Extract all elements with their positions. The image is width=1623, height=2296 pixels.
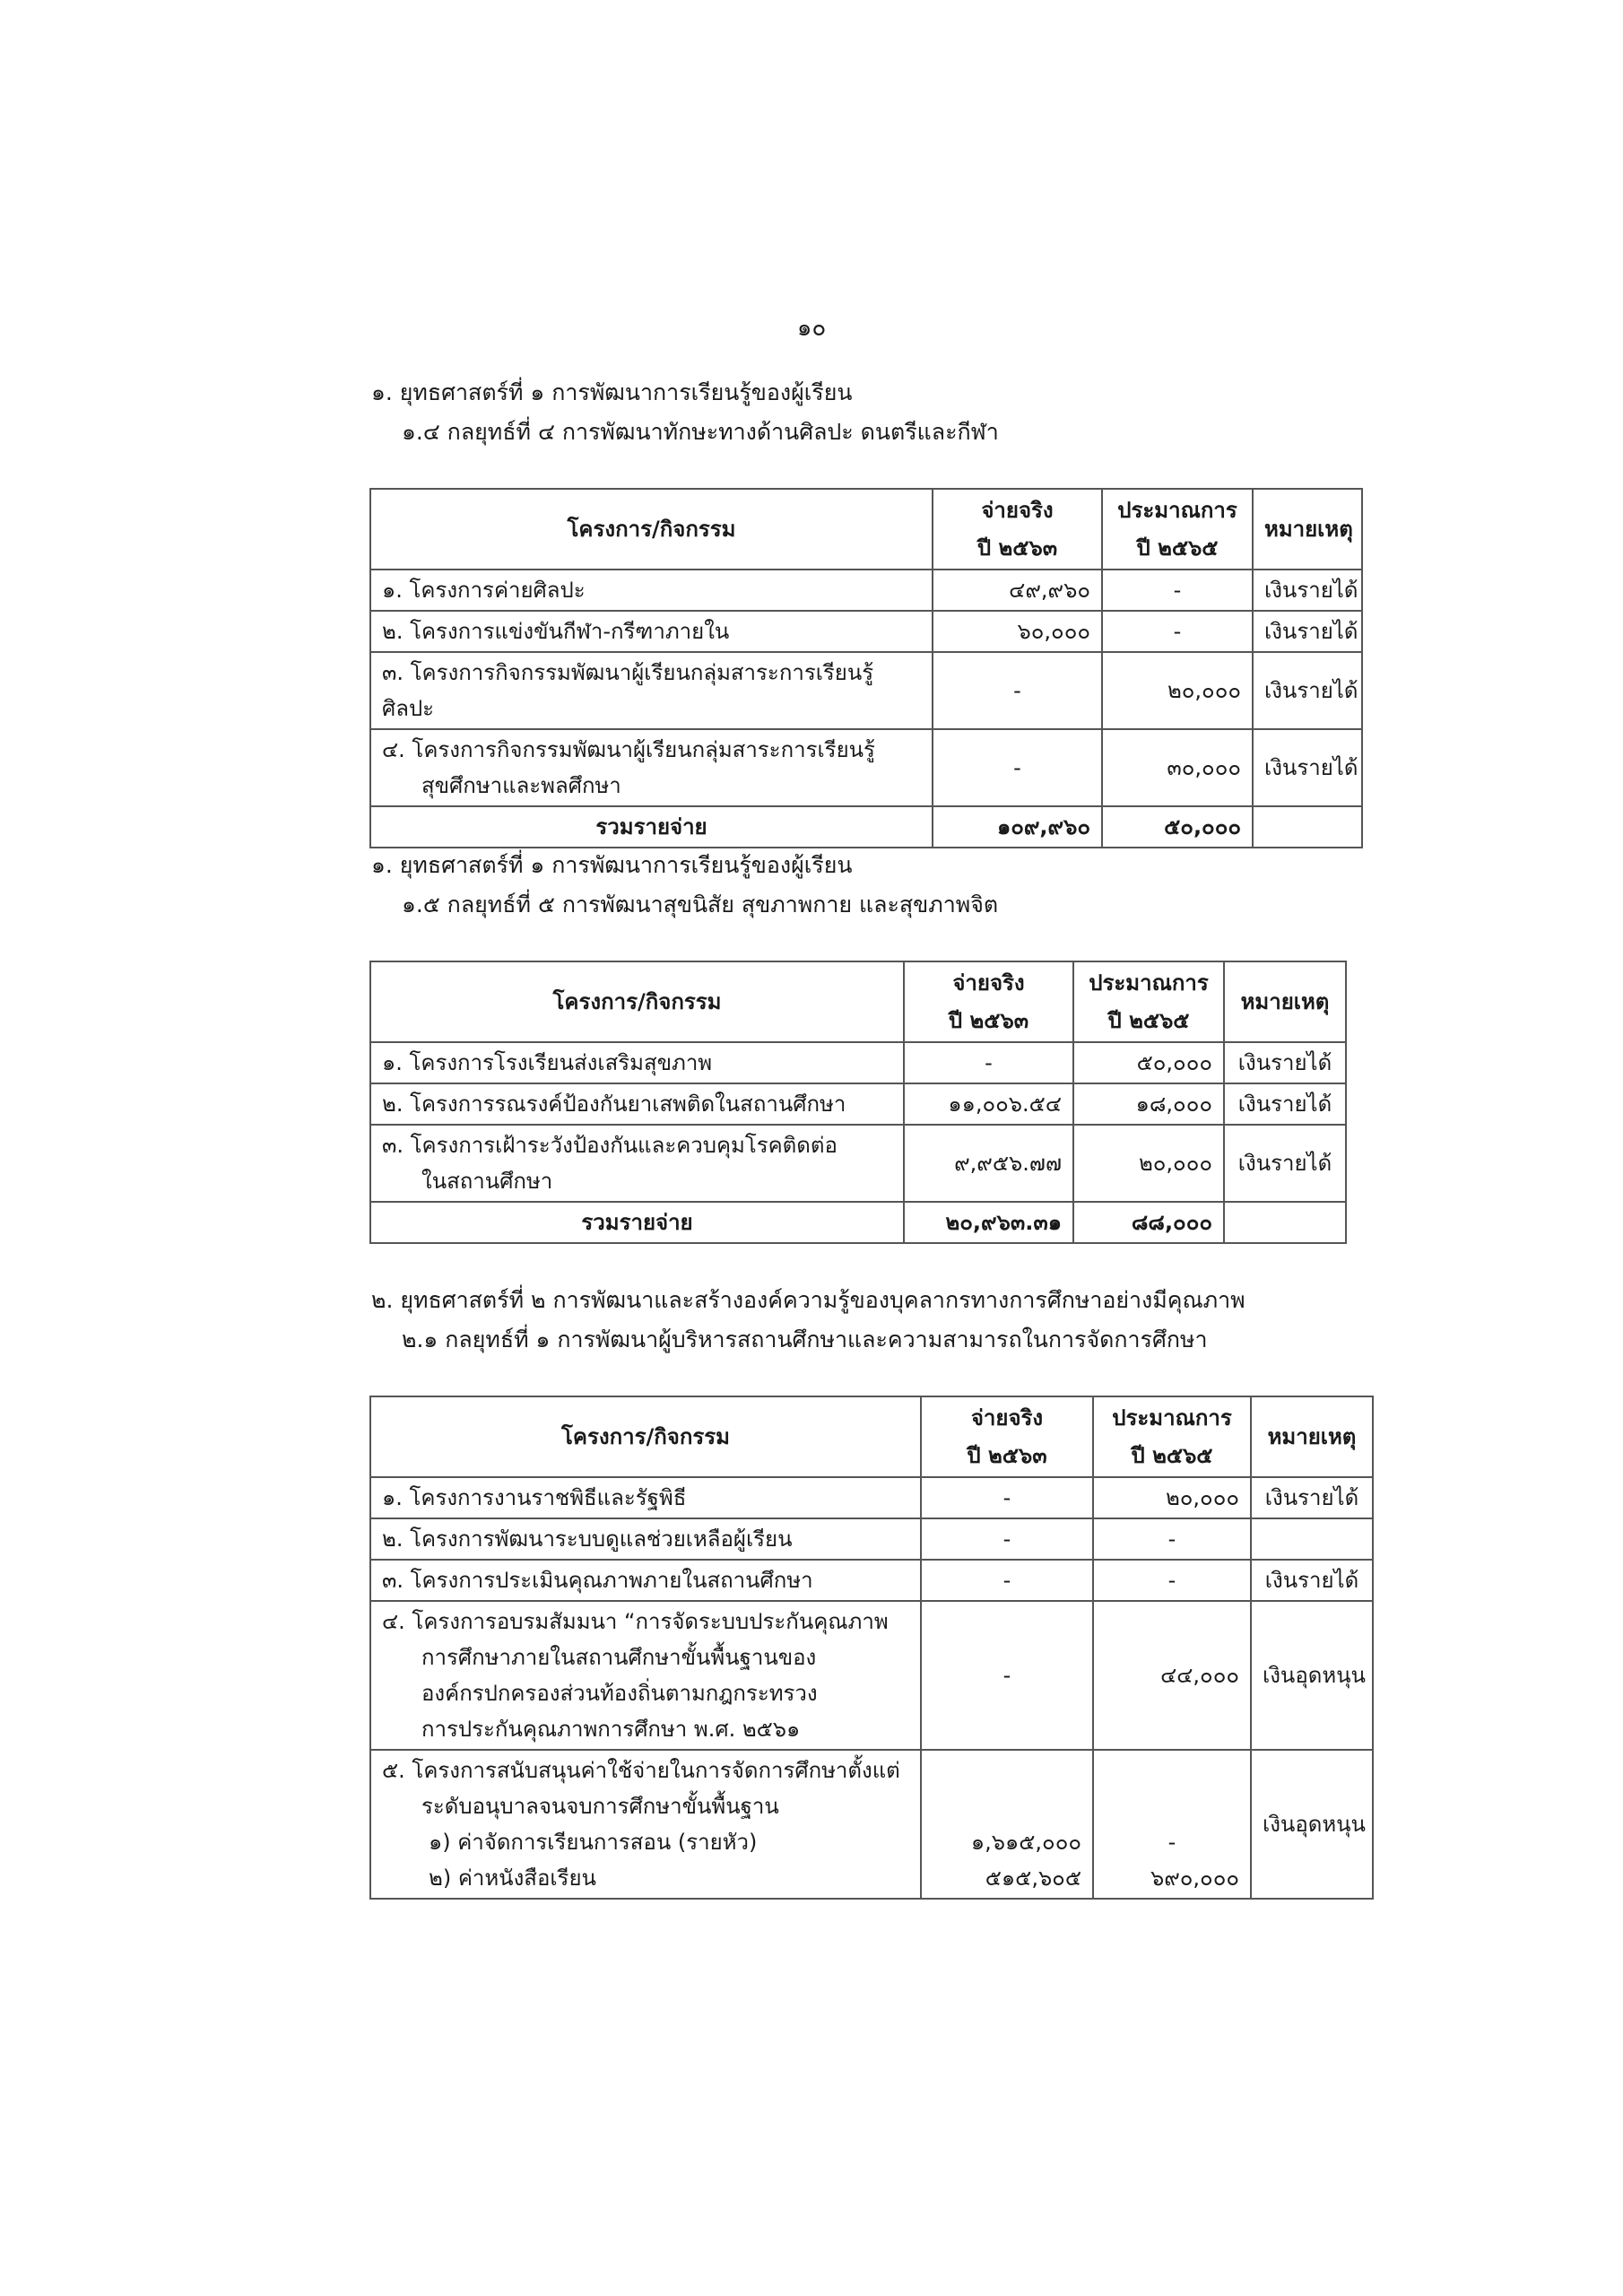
actual-amount: -	[921, 1560, 1093, 1601]
col-actual-header	[933, 489, 1102, 570]
col-actual-year: ปี ๒๕๖๓	[948, 1008, 1029, 1033]
estimate-amount: ๔๔,๐๐๐	[1093, 1601, 1251, 1750]
actual-amount: ๙,๙๕๖.๗๗	[904, 1125, 1073, 1202]
table-row	[370, 1125, 1346, 1202]
total-note	[1253, 806, 1362, 848]
project-name-continued: องค์กรปกครองส่วนท้องถิ่นตามกฎกระทรวง	[421, 1681, 818, 1706]
col-estimate-label: ประมาณการ	[1089, 970, 1209, 996]
section-strategy-1-4	[369, 373, 1374, 848]
col-estimate-year: ปี ๒๕๖๕	[1131, 1443, 1213, 1468]
project-name-continued: สุขศึกษาและพลศึกษา	[421, 773, 621, 798]
estimate-amount: ๒๐,๐๐๐	[1073, 1125, 1224, 1202]
estimate-amount: ๒๐,๐๐๐	[1093, 1477, 1251, 1518]
project-name: ๑. โครงการงานราชพิธีและรัฐพิธี	[370, 1477, 921, 1518]
budget-table	[369, 961, 1347, 1244]
tactic-heading: ๒.๑ กลยุทธ์ที่ ๑ การพัฒนาผู้บริหารสถานศึกษาและความสามารถในการจัดการศึกษา	[402, 1326, 1208, 1352]
total-estimate: ๘๘,๐๐๐	[1073, 1202, 1224, 1243]
col-actual-label: จ่ายจริง	[981, 498, 1054, 523]
actual-amount: -	[904, 1042, 1073, 1083]
project-name-continued: ระดับอนุบาลจนจบการศึกษาขั้นพื้นฐาน	[421, 1794, 779, 1819]
table-row	[370, 1750, 1373, 1899]
page-number: ๑๐	[796, 315, 827, 342]
estimate-amount-cell	[1093, 1750, 1251, 1899]
actual-amount: ๖๐,๐๐๐	[933, 611, 1102, 652]
estimate-amount: -	[1102, 570, 1253, 611]
actual-amount-tuition: ๑,๖๑๕,๐๐๐	[970, 1830, 1081, 1855]
col-note-header: หมายเหตุ	[1251, 1396, 1373, 1477]
estimate-amount: ๓๐,๐๐๐	[1102, 729, 1253, 806]
estimate-amount: ๕๐,๐๐๐	[1073, 1042, 1224, 1083]
actual-amount: -	[933, 652, 1102, 729]
tactic-heading: ๑.๔ กลยุทธ์ที่ ๔ การพัฒนาทักษะทางด้านศิลปะ ดนตรีและกีฬา	[402, 419, 999, 445]
table-header-row	[370, 1396, 1373, 1477]
total-label: รวมรายจ่าย	[370, 1202, 904, 1243]
total-actual: ๒๐,๙๖๓.๓๑	[904, 1202, 1073, 1243]
funding-note: เงินรายได้	[1253, 570, 1362, 611]
project-name-continued: การศึกษาภายในสถานศึกษาขั้นพื้นฐานของ	[421, 1645, 817, 1670]
tactic-heading: ๑.๕ กลยุทธ์ที่ ๕ การพัฒนาสุขนิสัย สุขภาพกาย และสุขภาพจิต	[402, 891, 999, 918]
funding-note: เงินอุดหนุน	[1251, 1750, 1373, 1899]
project-name-cell	[370, 1125, 904, 1202]
table-row	[370, 1042, 1346, 1083]
table-row	[370, 1560, 1373, 1601]
project-name-cell	[370, 1601, 921, 1750]
table-row	[370, 729, 1362, 806]
project-name: ๓. โครงการกิจกรรมพัฒนาผู้เรียนกลุ่มสาระการเรียนรู้ศิลปะ	[370, 652, 933, 729]
total-label: รวมรายจ่าย	[370, 806, 933, 848]
funding-note: เงินอุดหนุน	[1251, 1601, 1373, 1750]
project-name-cell	[370, 1750, 921, 1899]
table-row	[370, 1477, 1373, 1518]
col-estimate-header	[1073, 961, 1224, 1042]
actual-amount-textbooks: ๕๑๕,๖๐๕	[985, 1866, 1081, 1891]
project-name: ๒. โครงการแข่งขันกีฬา-กรีฑาภายใน	[370, 611, 933, 652]
table-row	[370, 1083, 1346, 1125]
project-name: ๑. โครงการค่ายศิลปะ	[370, 570, 933, 611]
total-actual: ๑๐๙,๙๖๐	[933, 806, 1102, 848]
estimate-amount-tuition: -	[1167, 1830, 1176, 1855]
table-header-row	[370, 489, 1362, 570]
project-name-continued: การประกันคุณภาพการศึกษา พ.ศ. ๒๕๖๑	[421, 1717, 801, 1742]
funding-note: เงินรายได้	[1253, 652, 1362, 729]
estimate-amount: ๑๘,๐๐๐	[1073, 1083, 1224, 1125]
project-name: ๑. โครงการโรงเรียนส่งเสริมสุขภาพ	[370, 1042, 904, 1083]
col-project-header: โครงการ/กิจกรรม	[370, 961, 904, 1042]
funding-note: เงินรายได้	[1224, 1125, 1346, 1202]
estimate-amount: ๒๐,๐๐๐	[1102, 652, 1253, 729]
sub-item-tuition: ๑) ค่าจัดการเรียนการสอน (รายหัว)	[429, 1830, 758, 1855]
estimate-amount: -	[1093, 1518, 1251, 1560]
col-project-header: โครงการ/กิจกรรม	[370, 1396, 921, 1477]
strategy-heading: ๑. ยุทธศาสตร์ที่ ๑ การพัฒนาการเรียนรู้ของผู้เรียน	[371, 852, 853, 878]
actual-amount: -	[921, 1601, 1093, 1750]
project-name: ๔. โครงการกิจกรรมพัฒนาผู้เรียนกลุ่มสาระการเรียนรู้	[382, 737, 875, 762]
project-name-cell	[370, 729, 933, 806]
project-name: ๕. โครงการสนับสนุนค่าใช้จ่ายในการจัดการศึกษาตั้งแต่	[382, 1758, 900, 1783]
funding-note: เงินรายได้	[1253, 729, 1362, 806]
total-row	[370, 1202, 1346, 1243]
col-estimate-header	[1102, 489, 1253, 570]
actual-amount: -	[921, 1518, 1093, 1560]
project-name: ๒. โครงการรณรงค์ป้องกันยาเสพติดในสถานศึกษา	[370, 1083, 904, 1125]
col-actual-label: จ่ายจริง	[952, 970, 1025, 996]
section-strategy-1-5	[369, 846, 1374, 1244]
col-note-header: หมายเหตุ	[1253, 489, 1362, 570]
table-header-row	[370, 961, 1346, 1042]
total-note	[1224, 1202, 1346, 1243]
project-name: ๓. โครงการเฝ้าระวังป้องกันและควบคุมโรคติดต่อ	[382, 1133, 838, 1158]
col-estimate-year: ปี ๒๕๖๕	[1107, 1008, 1190, 1033]
table-row	[370, 652, 1362, 729]
budget-table	[369, 488, 1363, 848]
actual-amount: -	[921, 1477, 1093, 1518]
estimate-amount-textbooks: ๖๙๐,๐๐๐	[1150, 1866, 1239, 1891]
funding-note: เงินรายได้	[1251, 1560, 1373, 1601]
col-actual-label: จ่ายจริง	[970, 1405, 1044, 1431]
col-note-header: หมายเหตุ	[1224, 961, 1346, 1042]
table-row	[370, 1518, 1373, 1560]
strategy-heading: ๑. ยุทธศาสตร์ที่ ๑ การพัฒนาการเรียนรู้ของผู้เรียน	[371, 379, 853, 405]
col-actual-year: ปี ๒๕๖๓	[967, 1443, 1047, 1468]
col-estimate-label: ประมาณการ	[1112, 1405, 1232, 1431]
col-actual-header	[904, 961, 1073, 1042]
budget-table	[369, 1396, 1374, 1900]
funding-note: เงินรายได้	[1251, 1477, 1373, 1518]
section-strategy-2-1	[369, 1281, 1374, 1900]
actual-amount: ๑๑,๐๐๖.๕๔	[904, 1083, 1073, 1125]
actual-amount: ๔๙,๙๖๐	[933, 570, 1102, 611]
table-row	[370, 570, 1362, 611]
col-project-header: โครงการ/กิจกรรม	[370, 489, 933, 570]
funding-note: เงินรายได้	[1224, 1083, 1346, 1125]
col-estimate-year: ปี ๒๕๖๕	[1136, 535, 1219, 561]
table-row	[370, 611, 1362, 652]
col-estimate-header	[1093, 1396, 1251, 1477]
actual-amount-cell	[921, 1750, 1093, 1899]
strategy-heading: ๒. ยุทธศาสตร์ที่ ๒ การพัฒนาและสร้างองค์ความรู้ของบุคลากรทางการศึกษาอย่างมีคุณภาพ	[371, 1287, 1245, 1313]
project-name: ๔. โครงการอบรมสัมมนา “การจัดระบบประกันคุณภาพ	[382, 1609, 889, 1634]
sub-item-textbooks: ๒) ค่าหนังสือเรียน	[429, 1866, 596, 1891]
total-estimate: ๕๐,๐๐๐	[1102, 806, 1253, 848]
estimate-amount: -	[1093, 1560, 1251, 1601]
estimate-amount: -	[1102, 611, 1253, 652]
funding-note: เงินรายได้	[1253, 611, 1362, 652]
col-estimate-label: ประมาณการ	[1117, 498, 1237, 523]
project-name-continued: ในสถานศึกษา	[421, 1169, 553, 1194]
col-actual-year: ปี ๒๕๖๓	[976, 535, 1058, 561]
funding-note: เงินรายได้	[1224, 1042, 1346, 1083]
actual-amount: -	[933, 729, 1102, 806]
col-actual-header	[921, 1396, 1093, 1477]
funding-note	[1251, 1518, 1373, 1560]
total-row	[370, 806, 1362, 848]
project-name: ๓. โครงการประเมินคุณภาพภายในสถานศึกษา	[370, 1560, 921, 1601]
table-row	[370, 1601, 1373, 1750]
project-name: ๒. โครงการพัฒนาระบบดูแลช่วยเหลือผู้เรียน	[370, 1518, 921, 1560]
